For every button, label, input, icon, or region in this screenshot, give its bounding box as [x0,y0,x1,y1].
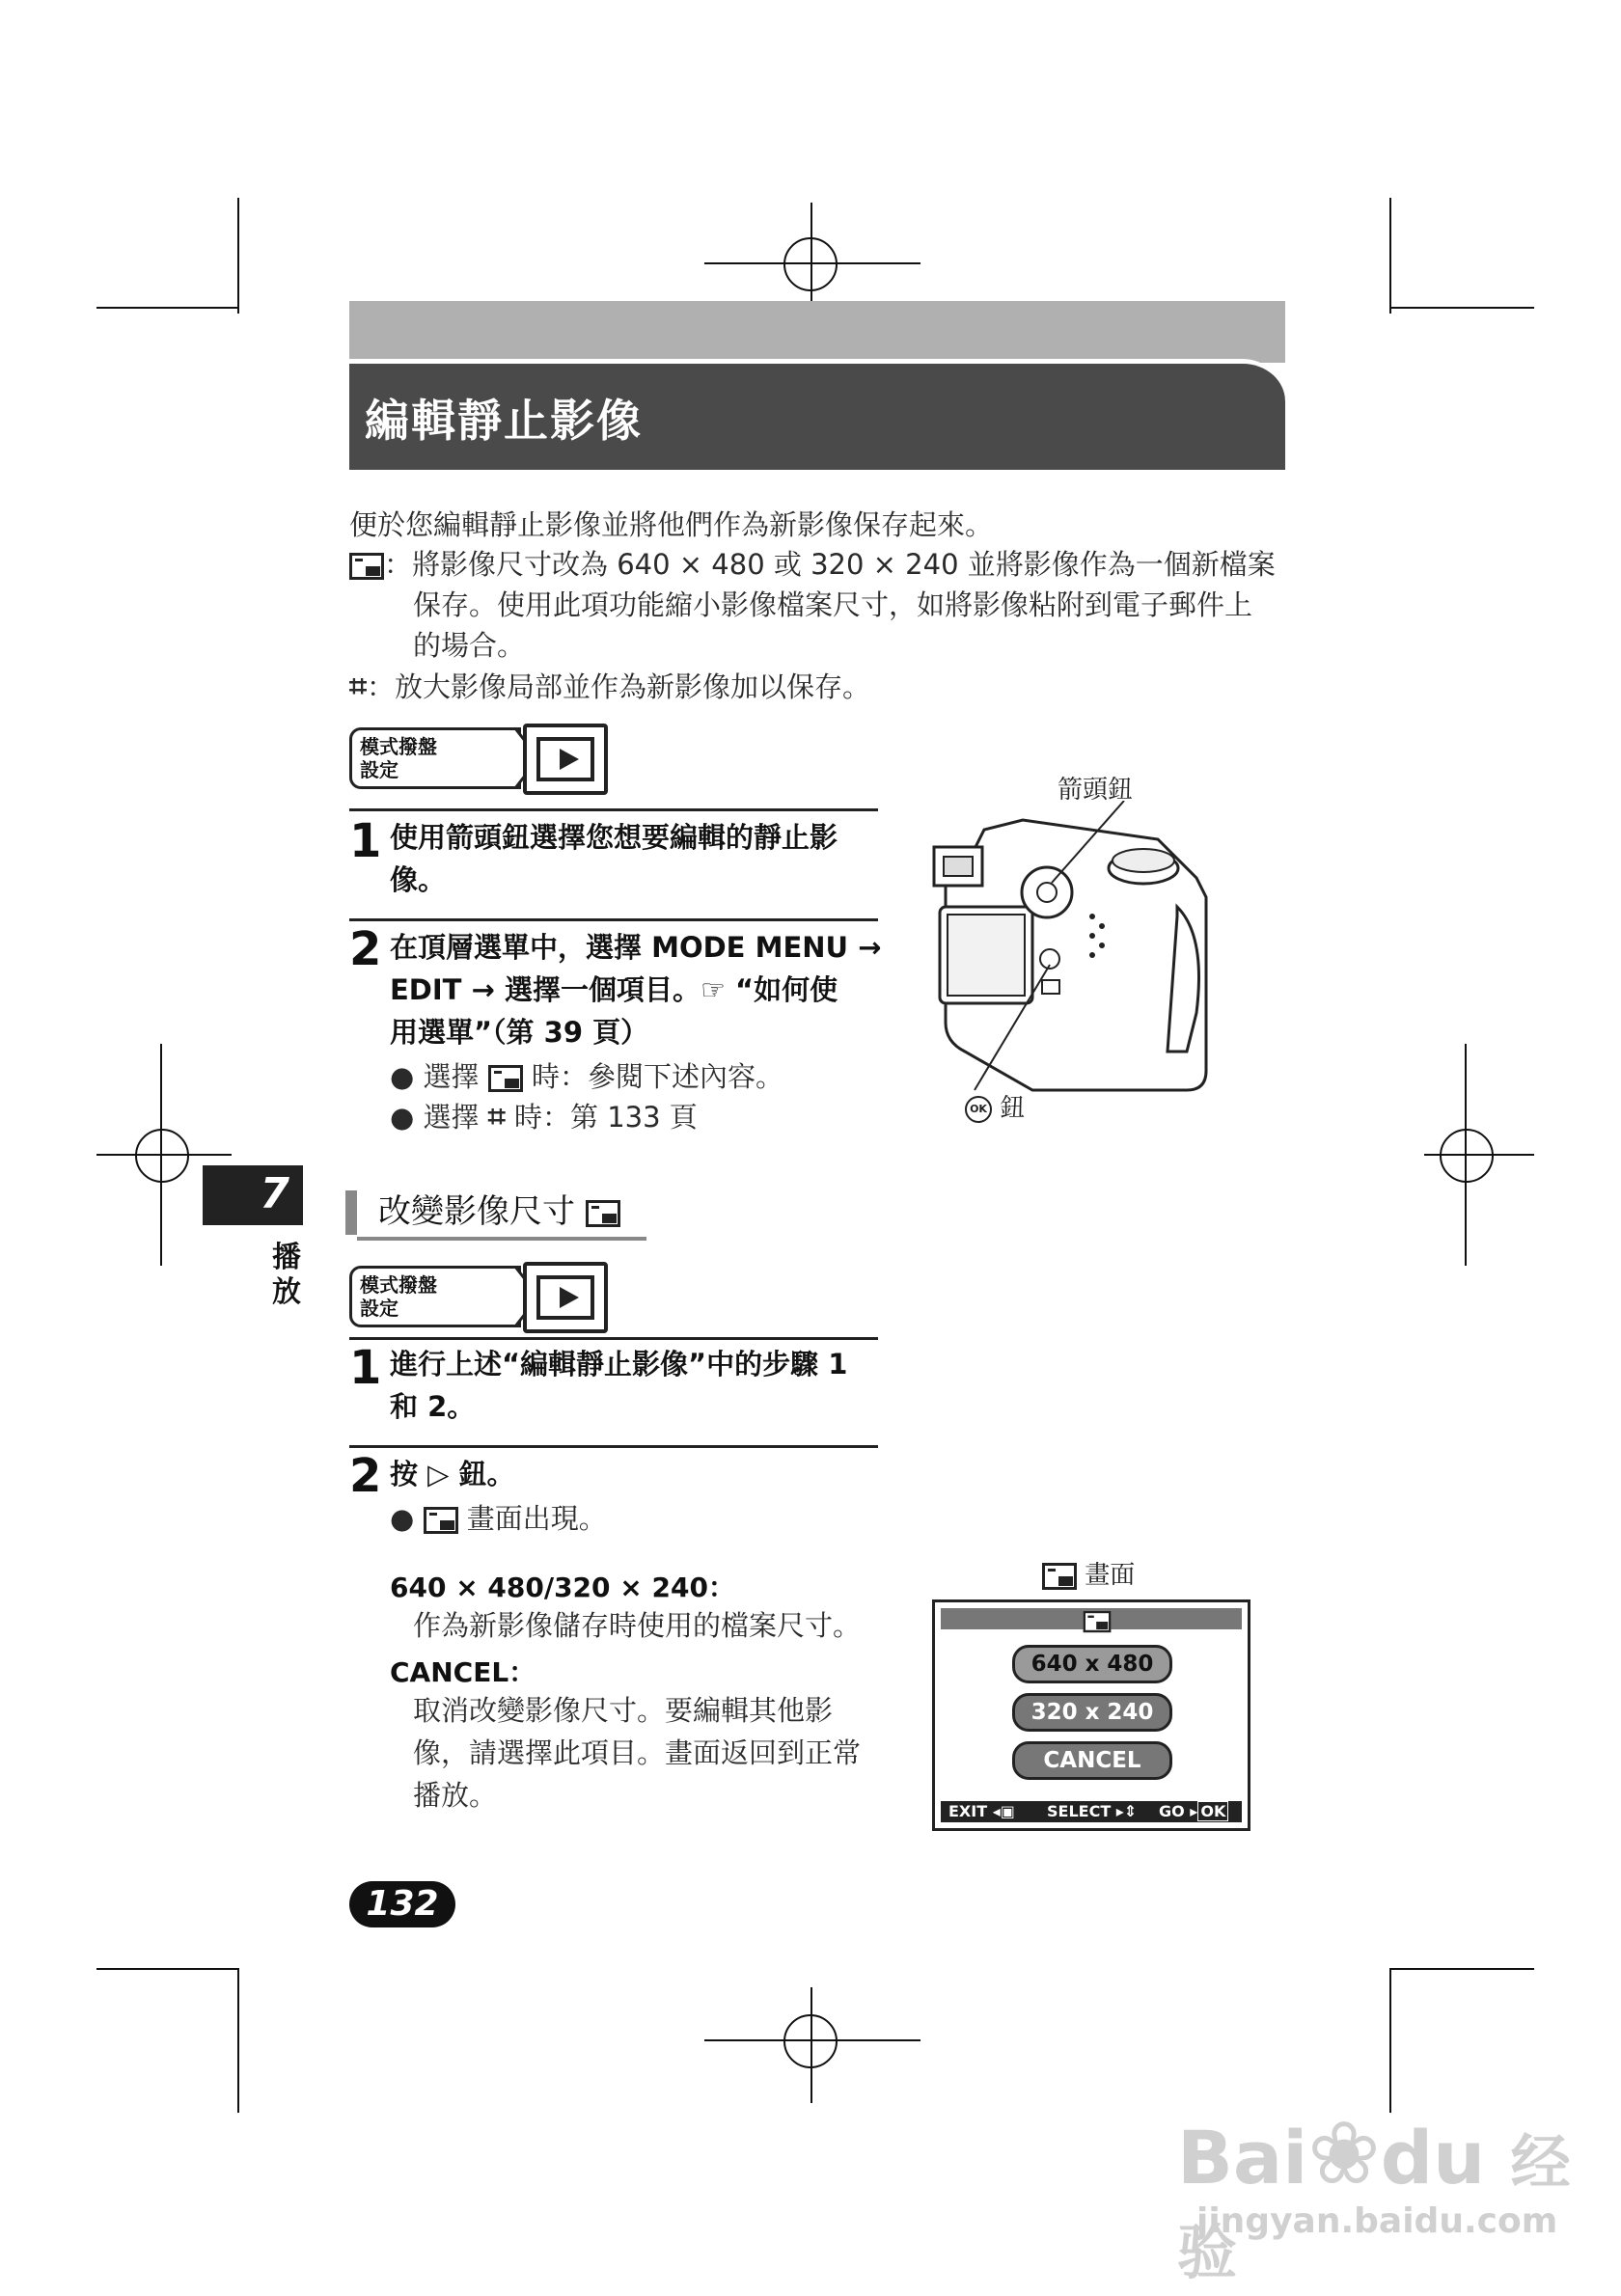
bullet-item: ● 選擇 時：參閱下述內容。 [390,1060,783,1093]
chapter-tab [203,1165,303,1225]
subsection-title [378,1185,620,1232]
arrow-button-label: 箭頭鈕 [1058,776,1134,805]
option-heading: CANCEL： [390,1656,536,1688]
paw-icon: ❀ [1307,2103,1381,2204]
mode-dial-label-line1: 模式撥盤 [360,1273,437,1297]
lcd-header [941,1608,1242,1629]
lcd-screen [932,1599,1250,1831]
lcd-footer-go: GO ▸ OK [1159,1801,1228,1822]
watermark-logo [1177,2103,1621,2290]
option-body: 播放。 [413,1779,498,1812]
step-text: 進行上述“編輯靜止影像”中的步驟 1 [390,1348,848,1380]
step-divider [349,1445,878,1448]
resize-line-1: ：將影像尺寸改為 640 × 480 或 320 × 240 並將影像作為一個新檔案 [384,548,1276,581]
step-number: 2 [349,1449,382,1503]
lcd-exit-text: EXIT [948,1802,988,1820]
step-text: 按 ▷ 鈕。 [390,1458,515,1490]
resize-icon [488,1065,523,1092]
resize-icon [1042,1563,1077,1590]
step-divider [349,808,878,811]
resize-icon [1084,1611,1112,1632]
step-text: 使用箭頭鈕選擇您想要編輯的靜止影 [390,821,838,854]
title-band [349,301,1285,363]
lcd-option-640[interactable]: 640 x 480 [1012,1645,1172,1683]
crop-mark [1389,307,1534,309]
crop-icon: ⌗ [487,1098,506,1134]
crop-mark [1389,1968,1534,1970]
page-number: 132 [349,1881,455,1927]
lcd-select-text: SELECT [1047,1802,1112,1820]
lcd-caption-text: 畫面 [1085,1561,1136,1590]
watermark-cn: 经验 [1177,2127,1571,2287]
crop-description [349,666,870,707]
step-number: 1 [349,814,382,868]
registration-circle [1440,1129,1494,1183]
ok-label-text: 鈕 [1000,1094,1026,1123]
ok-button-label [965,1088,1025,1124]
bullet-item: ● 選擇 ⌗ 時：第 133 頁 [390,1098,698,1134]
bullet-item: ● 畫面出現。 [390,1502,607,1535]
crop-desc-text: ：放大影像局部並作為新影像加以保存。 [367,670,871,703]
step-text: 用選單”（第 39 頁） [390,1016,649,1049]
lcd-option-320[interactable]: 320 x 240 [1012,1693,1172,1732]
resize-line-2: 保存。使用此項功能縮小影像檔案尺寸，如將影像粘附到電子郵件上 [413,588,1253,621]
subsection-title-text: 改變影像尺寸 [378,1192,575,1231]
subsection-underline [357,1237,646,1241]
bullet-text: 選擇 [423,1101,480,1134]
mode-dial-label-line1: 模式撥盤 [360,735,437,758]
crop-mark [237,1968,239,2113]
lcd-caption [1042,1555,1135,1591]
resize-icon [349,553,384,580]
step-text: EDIT → 選擇一個項目。☞ “如何使 [390,973,838,1006]
step-text: 在頂層選單中，選擇 MODE MENU → [390,931,882,964]
bullet-text: 時：參閱下述內容。 [531,1060,783,1093]
lcd-ok-text: OK [1197,1801,1228,1821]
option-heading: 640 × 480/320 × 240： [390,1572,735,1603]
step-number: 1 [349,1341,382,1395]
lcd-footer-exit: EXIT ◂▣ [948,1802,1015,1820]
registration-circle [783,2014,838,2068]
intro-text: 便於您編輯靜止影像並將他們作為新影像保存起來。 [349,508,994,541]
subsection-marker [345,1190,357,1235]
lcd-footer [941,1801,1242,1822]
camera-illustration [917,801,1245,1119]
crop-mark [237,198,239,314]
chapter-label-char: 播 [272,1241,301,1274]
resize-line-3: 的場合。 [413,629,526,662]
option-body: 取消改變影像尺寸。要編輯其他影 [413,1694,834,1727]
chapter-number: 7 [260,1169,289,1218]
step-divider [349,1337,878,1340]
bullet-text: 畫面出現。 [466,1502,607,1535]
option-body: 作為新影像儲存時使用的檔案尺寸。 [413,1609,862,1642]
step-divider [349,918,878,921]
registration-circle [135,1129,189,1183]
watermark-brand: Bai [1177,2115,1308,2200]
watermark-brand2: du [1380,2115,1486,2200]
crop-icon: ⌗ [349,668,368,704]
registration-circle [783,237,838,291]
resize-icon [424,1507,458,1534]
resize-description [349,544,1276,585]
step-text: 像。 [390,863,447,896]
option-body: 像，請選擇此項目。畫面返回到正常 [413,1736,862,1769]
mode-dial-label [349,1266,521,1327]
step-number: 2 [349,922,382,976]
watermark-url: jingyan.baidu.com [1196,2201,1558,2241]
mode-dial-label-line2: 設定 [360,758,398,781]
crop-mark [1389,198,1391,314]
playback-mode-icon [523,724,608,795]
lcd-go-text: GO [1159,1802,1185,1820]
crop-mark [96,307,237,309]
bullet-text: 時：第 133 頁 [514,1101,698,1134]
page-title: 編輯靜止影像 [365,395,643,447]
crop-mark [1389,1968,1391,2113]
lcd-option-cancel[interactable]: CANCEL [1012,1741,1172,1780]
step-text: 和 2。 [390,1390,476,1423]
playback-mode-icon [523,1262,608,1333]
ok-icon: OK [965,1096,992,1123]
lcd-footer-select: SELECT ▸⇕ [1047,1802,1138,1820]
crop-mark [96,1968,237,1970]
mode-dial-label [349,727,521,789]
bullet-text: 選擇 [423,1060,480,1093]
mode-dial-label-line2: 設定 [360,1297,398,1320]
resize-icon [586,1200,620,1227]
chapter-label-char: 放 [272,1275,301,1309]
